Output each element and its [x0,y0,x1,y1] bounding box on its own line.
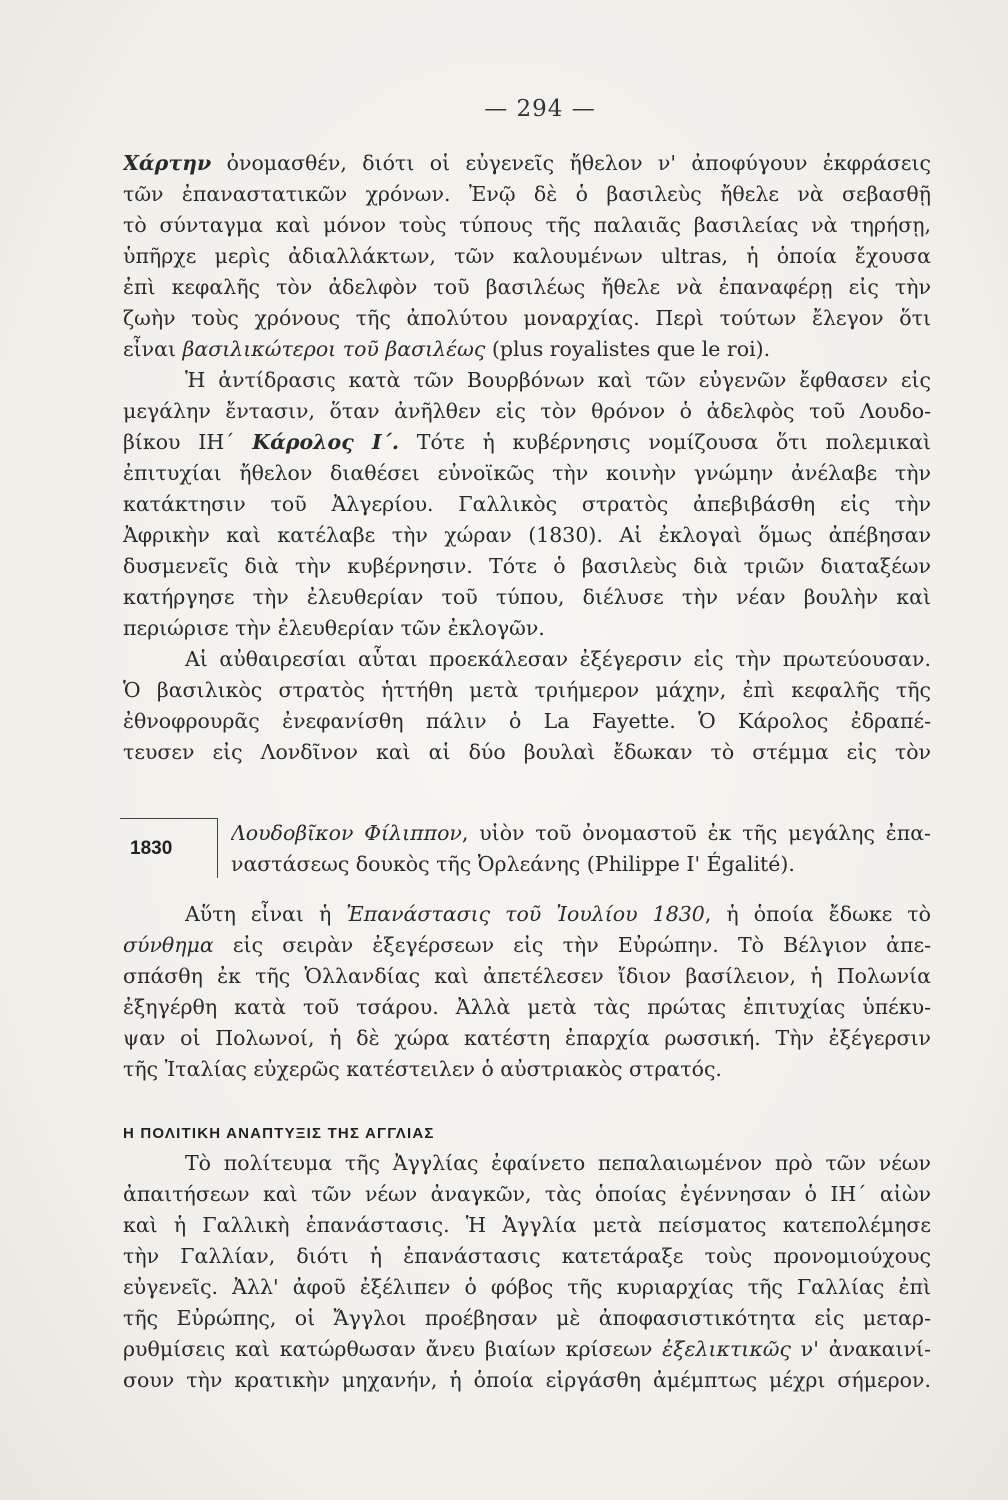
text-line [123,992,931,1023]
line-text: ρυθμίσεις καὶ κατώρθωσαν ἄνευ βιαίων κρίσεων [123,1337,663,1361]
line-text: ὀνομασθέν, διότι οἱ εὐγενεῖς ἤθελον ν' ἀποφύγουν ἐκφράσεις [211,151,931,175]
text-line [123,365,931,396]
line-text: (plus royalistes que le roi). [485,337,771,361]
line-text: Ὁ βασιλικὸς στρατὸς ἡττήθη μετὰ τριήμερον μάχην, ἐπὶ κεφαλῆς τῆς [123,678,931,702]
line-text: Αἱ αὐθαιρεσίαι αὗται προεκάλεσαν ἐξέγερσιν εἰς τὴν πρωτεύουσαν. [185,647,931,671]
line-text: τὴν Γαλλίαν, διότι ἡ ἐπανάστασις κατετάραξε τοὺς προνομιούχους [123,1244,931,1268]
text-line [123,241,931,272]
text-line [123,1334,931,1365]
emphasized-text: Ἐπανάστασις τοῦ Ἰουλίου 1830 [346,902,705,926]
text-line [123,1179,931,1210]
text-line [123,551,931,582]
emphasized-text: Κάρολος Ι΄. [252,430,400,454]
text-line [123,644,931,675]
line-text: ν' ἀνακαινί- [790,1337,931,1361]
line-text: κατήργησε τὴν ἐλευθερίαν τοῦ τύπου, διέλυσε τὴν νέαν βουλὴν καὶ [123,585,931,609]
line-text: Ἀφρικὴν καὶ κατέλαβε τὴν χώραν (1830). Αἱ ἐκλογαὶ ὅμως ἀπέβησαν [123,523,931,547]
text-line [123,272,931,303]
line-text: Τὸ πολίτευμα τῆς Ἀγγλίας ἐφαίνετο πεπαλαιωμένον πρὸ τῶν νέων [185,1151,931,1175]
line-text: Ἡ ἀντίδρασις κατὰ τῶν Βουρβόνων καὶ τῶν εὐγενῶν ἔφθασεν εἰς [185,368,931,392]
line-text: , ἡ ὁποία ἔδωκε τὸ [704,902,931,926]
line-text: ἐξηγέρθη κατὰ τοῦ τσάρου. Ἀλλὰ μετὰ τὰς πρώτας ἐπιτυχίας ὑπέκυ- [123,995,931,1019]
line-text: Αὕτη εἶναι ἡ [185,902,347,926]
text-line [123,1303,931,1334]
main-text-middle [123,899,931,1085]
text-line [123,334,931,365]
line-text: ἐθνοφρουρᾶς ἐνεφανίσθη πάλιν ὁ La Fayette. Ὁ Κάρολος ἐδραπέ- [123,709,931,733]
line-text: καὶ ἡ Γαλλικὴ ἐπανάστασις. Ἡ Ἀγγλία μετὰ πείσματος κατεπολέμησε [123,1213,931,1237]
line-text: εὐγενεῖς. Ἀλλ' ἀφοῦ ἐξέλιπεν ὁ φόβος τῆς κυριαρχίας τῆς Γαλλίας ἐπὶ [123,1275,931,1299]
text-line [123,1272,931,1303]
text-line [123,1241,931,1272]
line-text: περιώρισε τὴν ἐλευθερίαν τῶν ἐκλογῶν. [123,616,545,640]
text-line [123,706,931,737]
text-line [123,210,931,241]
text-line [123,427,931,458]
line-text: σπάσθη ἐκ τῆς Ὁλλανδίας καὶ ἀπετέλεσεν ἴδιον βασίλειον, ἡ Πολωνία [123,964,931,988]
margin-year-note: 1830 [120,818,218,878]
text-line [123,1148,931,1179]
line-text: ἐπιτυχίαι ἤθελον διαθέσει εὐνοϊκῶς τὴν κοινὴν γνώμην ἀνέλαβε τὴν [123,461,931,485]
emphasized-text: ἐξελικτικῶς [662,1337,791,1361]
line-text: Τότε ἡ κυβέρνησις νομίζουσα ὅτι πολεμικαὶ [399,430,931,454]
line-text: εἶναι [123,337,183,361]
text-line [123,489,931,520]
text-line [123,737,931,768]
line-text: ὑπῆρχε μερὶς ἀδιαλλάκτων, τῶν καλουμένων ultras, ἡ ὁποία ἔχουσα [123,244,931,268]
line-text: βίκου ΙΗ΄ [123,430,253,454]
emphasized-text: σύνθημα [123,933,214,957]
line-text: ναστάσεως δουκὸς τῆς Ὀρλεάνης (Philippe I' Égalité). [231,852,795,876]
line-text: τῶν ἐπαναστατικῶν χρόνων. Ἐνῷ δὲ ὁ βασιλεὺς ἤθελε νὰ σεβασθῇ [123,182,931,206]
text-line [123,1365,931,1396]
text-line [123,582,931,613]
emphasized-text: Λουδοβῖκον Φίλιππον [231,821,462,845]
text-line [123,179,931,210]
page-number: — 294 — [484,96,596,122]
line-text: , υἱὸν τοῦ ὀνομαστοῦ ἐκ τῆς μεγάλης ἐπα- [461,821,931,845]
text-line [123,148,931,179]
text-line [123,961,931,992]
text-line [123,396,931,427]
margin-text-lines [231,818,931,880]
line-text: σουν τὴν κρατικὴν μηχανήν, ἡ ὁποία εἰργάσθη ἀμέμπτως μέχρι σήμερον. [123,1368,931,1392]
line-text: ἐπὶ κεφαλῆς τὸν ἀδελφὸν τοῦ βασιλέως ἤθελε νὰ ἐπαναφέρῃ εἰς τὴν [123,275,931,299]
line-text: ψαν οἱ Πολωνοί, ἡ δὲ χώρα κατέστη ἐπαρχία ρωσσική. Τὴν ἐξέγερσιν [123,1026,931,1050]
text-line [123,1054,931,1085]
text-line [123,458,931,489]
line-text: ζωὴν τοὺς χρόνους τῆς ἀπολύτου μοναρχίας. Περὶ τούτων ἔλεγον ὅτι [123,306,931,330]
emphasized-text: βασιλικώτεροι τοῦ βασιλέως [182,337,486,361]
line-text: ἀπαιτήσεων καὶ τῶν νέων ἀναγκῶν, τὰς ὁποίας ἐγέννησαν ὁ ΙΗ΄ αἰὼν [123,1182,931,1206]
text-line [123,930,931,961]
main-text-lower [123,1148,931,1396]
text-line [123,613,931,644]
line-text: τὸ σύνταγμα καὶ μόνον τοὺς τύπους τῆς παλαιᾶς βασιλείας νὰ τηρήσῃ, [123,213,931,237]
text-line [123,675,931,706]
text-line [123,520,931,551]
main-text-upper [123,148,931,768]
section-heading: Η ΠΟΛΙΤΙΚΗ ΑΝΑΠΤΥΞΙΣ ΤΗΣ ΑΓΓΛΙΑΣ [123,1125,435,1142]
line-text: εἰς σειρὰν ἐξεγέρσεων εἰς τὴν Εὐρώπην. Τὸ Βέλγιον ἀπε- [213,933,931,957]
text-line [123,1023,931,1054]
emphasized-text: Χάρτην [123,151,212,175]
text-line [231,818,931,849]
text-line [123,303,931,334]
line-text: δυσμενεῖς διὰ τὴν κυβέρνησιν. Τότε ὁ βασιλεὺς διὰ τριῶν διαταξέων [123,554,931,578]
text-line [123,899,931,930]
line-text: τευσεν εἰς Λονδῖνον καὶ αἱ δύο βουλαὶ ἔδωκαν τὸ στέμμα εἰς τὸν [123,740,931,764]
line-text: τῆς Ἰταλίας εὐχερῶς κατέστειλεν ὁ αὐστριακὸς στρατός. [123,1057,722,1081]
line-text: μεγάλην ἔντασιν, ὅταν ἀνῆλθεν εἰς τὸν θρόνον ὁ ἀδελφὸς τοῦ Λουδο- [123,399,931,423]
line-text: κατάκτησιν τοῦ Ἀλγερίου. Γαλλικὸς στρατὸς ἀπεβιβάσθη εἰς τὴν [123,492,931,516]
text-line [231,849,931,880]
text-line [123,1210,931,1241]
line-text: τῆς Εὐρώπης, οἱ Ἄγγλοι προέβησαν μὲ ἀποφασιστικότητα εἰς μεταρ- [123,1306,931,1330]
